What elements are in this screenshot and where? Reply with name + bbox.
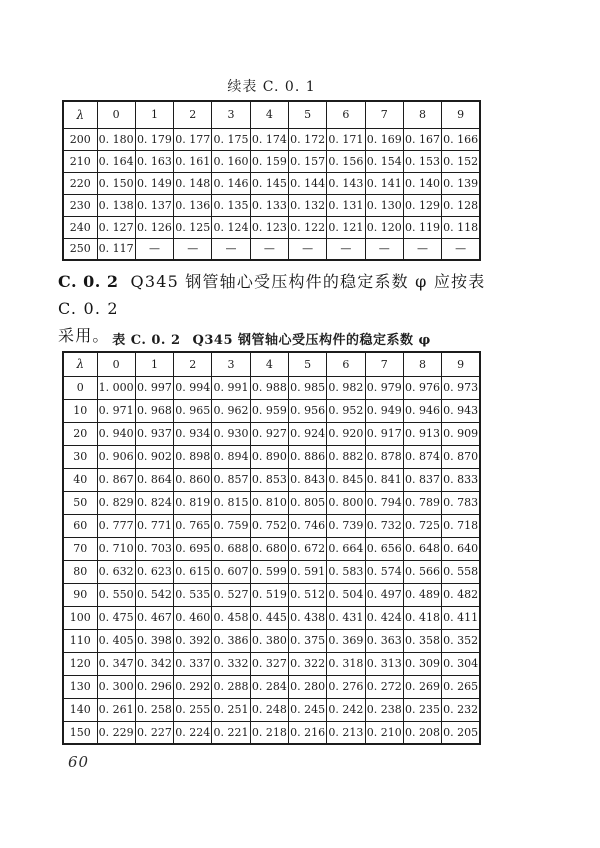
phi-value-cell: 0. 156: [327, 150, 365, 172]
phi-value-cell: 0. 133: [250, 194, 288, 216]
digit-column-header: 5: [288, 352, 326, 376]
phi-value-cell: 0. 284: [250, 675, 288, 698]
lambda-column-header: λ: [63, 101, 97, 128]
phi-value-cell: 0. 906: [97, 445, 135, 468]
phi-value-cell: 0. 574: [365, 560, 403, 583]
digit-column-header: 4: [250, 352, 288, 376]
phi-value-cell: 0. 913: [403, 422, 441, 445]
phi-value-cell: 0. 208: [403, 721, 441, 744]
phi-value-cell: 0. 805: [288, 491, 326, 514]
phi-value-cell: 0. 965: [174, 399, 212, 422]
phi-value-cell: 0. 265: [442, 675, 480, 698]
phi-value-cell: 0. 296: [135, 675, 173, 698]
digit-column-header: 3: [212, 101, 250, 128]
phi-value-cell: 0. 841: [365, 468, 403, 491]
phi-value-cell: 0. 163: [135, 150, 173, 172]
phi-value-cell: 0. 139: [442, 172, 480, 194]
phi-value-cell: 0. 857: [212, 468, 250, 491]
phi-value-cell: 0. 994: [174, 376, 212, 399]
phi-value-cell: 0. 991: [212, 376, 250, 399]
phi-value-cell: 0. 962: [212, 399, 250, 422]
phi-value-cell: 0. 458: [212, 606, 250, 629]
phi-value-cell: 0. 739: [327, 514, 365, 537]
phi-value-cell: 0. 973: [442, 376, 480, 399]
phi-value-cell: 0. 352: [442, 629, 480, 652]
table-c02-title: [62, 329, 481, 348]
phi-value-cell: 0. 497: [365, 583, 403, 606]
clause-number: C. 0. 2: [58, 272, 119, 291]
phi-value-cell: 0. 138: [97, 194, 135, 216]
phi-value-cell: 0. 137: [135, 194, 173, 216]
phi-value-cell: 0. 216: [288, 721, 326, 744]
phi-value-cell: 0. 159: [250, 150, 288, 172]
phi-value-cell: 0. 272: [365, 675, 403, 698]
phi-value-cell: 0. 322: [288, 652, 326, 675]
phi-value-cell: 0. 777: [97, 514, 135, 537]
phi-value-cell: 0. 175: [212, 128, 250, 150]
phi-value-cell: 0. 177: [174, 128, 212, 150]
phi-value-cell: 0. 280: [288, 675, 326, 698]
lambda-row-label: 0: [63, 376, 97, 399]
phi-value-cell: 0. 292: [174, 675, 212, 698]
phi-value-cell: 0. 703: [135, 537, 173, 560]
page-number: 60: [68, 753, 90, 771]
phi-value-cell: 0. 623: [135, 560, 173, 583]
phi-value-cell: 0. 160: [212, 150, 250, 172]
phi-value-cell: 0. 258: [135, 698, 173, 721]
table-row: [63, 216, 480, 238]
phi-value-cell: 0. 867: [97, 468, 135, 491]
lambda-row-label: 200: [63, 128, 97, 150]
phi-value-cell: 0. 380: [250, 629, 288, 652]
table-header-row: [63, 352, 480, 376]
phi-value-cell: 0. 418: [403, 606, 441, 629]
lambda-row-label: 80: [63, 560, 97, 583]
phi-value-cell: 0. 664: [327, 537, 365, 560]
table-c02-title-text: Q345 钢管轴心受压构件的稳定系数 φ: [192, 333, 431, 348]
phi-value-cell: 0. 599: [250, 560, 288, 583]
digit-column-header: 6: [327, 352, 365, 376]
phi-value-cell: 0. 583: [327, 560, 365, 583]
table-c01-continued: [62, 100, 481, 261]
phi-value-cell: 0. 122: [288, 216, 326, 238]
phi-value-cell: —: [288, 238, 326, 260]
phi-value-cell: 0. 783: [442, 491, 480, 514]
clause-text-line2: 采用。: [58, 326, 110, 345]
phi-value-cell: 0. 235: [403, 698, 441, 721]
phi-value-cell: 0. 860: [174, 468, 212, 491]
digit-column-header: 8: [403, 352, 441, 376]
table-row: [63, 652, 480, 675]
phi-value-cell: 0. 475: [97, 606, 135, 629]
phi-value-cell: 0. 956: [288, 399, 326, 422]
phi-value-cell: 0. 870: [442, 445, 480, 468]
phi-value-cell: 0. 172: [288, 128, 326, 150]
lambda-row-label: 50: [63, 491, 97, 514]
lambda-row-label: 210: [63, 150, 97, 172]
phi-value-cell: 0. 145: [250, 172, 288, 194]
clause-text-line1: Q345 钢管轴心受压构件的稳定系数 φ 应按表 C. 0. 2: [58, 272, 486, 318]
phi-value-cell: 0. 920: [327, 422, 365, 445]
phi-value-cell: 0. 392: [174, 629, 212, 652]
phi-value-cell: 0. 424: [365, 606, 403, 629]
phi-value-cell: 0. 180: [97, 128, 135, 150]
phi-value-cell: 0. 930: [212, 422, 250, 445]
digit-column-header: 0: [97, 352, 135, 376]
phi-value-cell: 0. 979: [365, 376, 403, 399]
phi-value-cell: 0. 313: [365, 652, 403, 675]
phi-value-cell: 0. 251: [212, 698, 250, 721]
lambda-row-label: 60: [63, 514, 97, 537]
phi-value-cell: 0. 171: [327, 128, 365, 150]
phi-value-cell: 0. 615: [174, 560, 212, 583]
phi-value-cell: 0. 902: [135, 445, 173, 468]
phi-value-cell: 0. 695: [174, 537, 212, 560]
table-row: [63, 468, 480, 491]
phi-value-cell: 0. 946: [403, 399, 441, 422]
lambda-row-label: 140: [63, 698, 97, 721]
phi-value-cell: 0. 269: [403, 675, 441, 698]
phi-value-cell: 0. 759: [212, 514, 250, 537]
phi-value-cell: 0. 153: [403, 150, 441, 172]
phi-value-cell: 0. 874: [403, 445, 441, 468]
phi-value-cell: 0. 232: [442, 698, 480, 721]
lambda-row-label: 120: [63, 652, 97, 675]
phi-value-cell: 0. 146: [212, 172, 250, 194]
lambda-row-label: 220: [63, 172, 97, 194]
lambda-row-label: 90: [63, 583, 97, 606]
phi-value-cell: 0. 149: [135, 172, 173, 194]
phi-value-cell: 0. 550: [97, 583, 135, 606]
phi-value-cell: 0. 227: [135, 721, 173, 744]
digit-column-header: 2: [174, 101, 212, 128]
phi-value-cell: 0. 130: [365, 194, 403, 216]
phi-value-cell: 0. 519: [250, 583, 288, 606]
phi-value-cell: 0. 837: [403, 468, 441, 491]
phi-value-cell: 0. 489: [403, 583, 441, 606]
lambda-column-header: λ: [63, 352, 97, 376]
table-row: [63, 445, 480, 468]
phi-value-cell: 0. 632: [97, 560, 135, 583]
phi-value-cell: 0. 968: [135, 399, 173, 422]
phi-value-cell: 0. 971: [97, 399, 135, 422]
phi-value-cell: 0. 927: [250, 422, 288, 445]
phi-value-cell: 0. 150: [97, 172, 135, 194]
phi-value-cell: 0. 248: [250, 698, 288, 721]
digit-column-header: 0: [97, 101, 135, 128]
table-row: [63, 376, 480, 399]
phi-value-cell: 0. 411: [442, 606, 480, 629]
phi-value-cell: 0. 164: [97, 150, 135, 172]
phi-value-cell: 0. 504: [327, 583, 365, 606]
phi-value-cell: 0. 129: [403, 194, 441, 216]
phi-value-cell: 0. 398: [135, 629, 173, 652]
phi-value-cell: —: [174, 238, 212, 260]
phi-value-cell: 0. 829: [97, 491, 135, 514]
phi-value-cell: 0. 261: [97, 698, 135, 721]
lambda-row-label: 230: [63, 194, 97, 216]
phi-value-cell: 0. 358: [403, 629, 441, 652]
phi-value-cell: 0. 118: [442, 216, 480, 238]
phi-value-cell: —: [365, 238, 403, 260]
phi-value-cell: 0. 765: [174, 514, 212, 537]
lambda-row-label: 250: [63, 238, 97, 260]
phi-value-cell: 0. 819: [174, 491, 212, 514]
lambda-row-label: 20: [63, 422, 97, 445]
phi-value-cell: —: [403, 238, 441, 260]
phi-value-cell: 0. 136: [174, 194, 212, 216]
digit-column-header: 6: [327, 101, 365, 128]
table-row: [63, 606, 480, 629]
lambda-row-label: 40: [63, 468, 97, 491]
phi-value-cell: 1. 000: [97, 376, 135, 399]
phi-value-cell: 0. 124: [212, 216, 250, 238]
phi-value-cell: 0. 144: [288, 172, 326, 194]
lambda-row-label: 70: [63, 537, 97, 560]
phi-value-cell: 0. 205: [442, 721, 480, 744]
phi-value-cell: 0. 853: [250, 468, 288, 491]
phi-value-cell: 0. 752: [250, 514, 288, 537]
table-row: [63, 238, 480, 260]
table-row: [63, 721, 480, 744]
phi-value-cell: 0. 937: [135, 422, 173, 445]
table-c02-title-prefix: 表 C. 0. 2: [112, 333, 181, 348]
phi-value-cell: 0. 342: [135, 652, 173, 675]
phi-value-cell: 0. 746: [288, 514, 326, 537]
lambda-row-label: 30: [63, 445, 97, 468]
table-row: [63, 698, 480, 721]
phi-value-cell: 0. 688: [212, 537, 250, 560]
table-row: [63, 629, 480, 652]
phi-value-cell: 0. 238: [365, 698, 403, 721]
phi-value-cell: 0. 242: [327, 698, 365, 721]
phi-value-cell: 0. 542: [135, 583, 173, 606]
phi-value-cell: 0. 304: [442, 652, 480, 675]
table-row: [63, 560, 480, 583]
phi-value-cell: 0. 725: [403, 514, 441, 537]
phi-value-cell: 0. 375: [288, 629, 326, 652]
phi-value-cell: 0. 558: [442, 560, 480, 583]
phi-value-cell: 0. 943: [442, 399, 480, 422]
table-c02: [62, 351, 481, 745]
phi-value-cell: 0. 229: [97, 721, 135, 744]
phi-value-cell: —: [135, 238, 173, 260]
phi-value-cell: 0. 245: [288, 698, 326, 721]
phi-value-cell: 0. 438: [288, 606, 326, 629]
digit-column-header: 2: [174, 352, 212, 376]
phi-value-cell: 0. 143: [327, 172, 365, 194]
phi-value-cell: 0. 121: [327, 216, 365, 238]
phi-value-cell: 0. 952: [327, 399, 365, 422]
phi-value-cell: —: [212, 238, 250, 260]
digit-column-header: 9: [442, 101, 480, 128]
phi-value-cell: 0. 431: [327, 606, 365, 629]
phi-value-cell: 0. 843: [288, 468, 326, 491]
phi-value-cell: 0. 794: [365, 491, 403, 514]
phi-value-cell: 0. 940: [97, 422, 135, 445]
table-header-row: [63, 101, 480, 128]
phi-value-cell: 0. 167: [403, 128, 441, 150]
table-row: [63, 399, 480, 422]
phi-value-cell: 0. 125: [174, 216, 212, 238]
phi-value-cell: 0. 845: [327, 468, 365, 491]
phi-value-cell: 0. 405: [97, 629, 135, 652]
lambda-row-label: 110: [63, 629, 97, 652]
phi-value-cell: 0. 135: [212, 194, 250, 216]
phi-value-cell: —: [250, 238, 288, 260]
phi-value-cell: 0. 718: [442, 514, 480, 537]
phi-value-cell: 0. 126: [135, 216, 173, 238]
digit-column-header: 8: [403, 101, 441, 128]
phi-value-cell: 0. 161: [174, 150, 212, 172]
phi-value-cell: 0. 985: [288, 376, 326, 399]
table-row: [63, 172, 480, 194]
phi-value-cell: 0. 117: [97, 238, 135, 260]
phi-value-cell: 0. 123: [250, 216, 288, 238]
lambda-row-label: 240: [63, 216, 97, 238]
phi-value-cell: 0. 174: [250, 128, 288, 150]
phi-value-cell: 0. 535: [174, 583, 212, 606]
table-row: [63, 537, 480, 560]
phi-value-cell: 0. 276: [327, 675, 365, 698]
phi-value-cell: 0. 337: [174, 652, 212, 675]
phi-value-cell: 0. 120: [365, 216, 403, 238]
table-row: [63, 194, 480, 216]
lambda-row-label: 10: [63, 399, 97, 422]
digit-column-header: 9: [442, 352, 480, 376]
phi-value-cell: 0. 882: [327, 445, 365, 468]
phi-value-cell: —: [442, 238, 480, 260]
phi-value-cell: 0. 527: [212, 583, 250, 606]
phi-value-cell: 0. 141: [365, 172, 403, 194]
phi-value-cell: 0. 166: [442, 128, 480, 150]
digit-column-header: 1: [135, 101, 173, 128]
phi-value-cell: 0. 512: [288, 583, 326, 606]
phi-value-cell: 0. 890: [250, 445, 288, 468]
phi-value-cell: 0. 732: [365, 514, 403, 537]
phi-value-cell: 0. 607: [212, 560, 250, 583]
phi-value-cell: —: [327, 238, 365, 260]
phi-value-cell: 0. 157: [288, 150, 326, 172]
phi-value-cell: 0. 255: [174, 698, 212, 721]
phi-value-cell: 0. 132: [288, 194, 326, 216]
phi-value-cell: 0. 997: [135, 376, 173, 399]
digit-column-header: 7: [365, 101, 403, 128]
phi-value-cell: 0. 148: [174, 172, 212, 194]
phi-value-cell: 0. 460: [174, 606, 212, 629]
table-row: [63, 422, 480, 445]
phi-value-cell: 0. 169: [365, 128, 403, 150]
phi-value-cell: 0. 179: [135, 128, 173, 150]
digit-column-header: 3: [212, 352, 250, 376]
digit-column-header: 4: [250, 101, 288, 128]
phi-value-cell: 0. 482: [442, 583, 480, 606]
phi-value-cell: 0. 221: [212, 721, 250, 744]
lambda-row-label: 150: [63, 721, 97, 744]
phi-value-cell: 0. 154: [365, 150, 403, 172]
phi-value-cell: 0. 959: [250, 399, 288, 422]
phi-value-cell: 0. 288: [212, 675, 250, 698]
phi-value-cell: 0. 640: [442, 537, 480, 560]
phi-value-cell: 0. 771: [135, 514, 173, 537]
phi-value-cell: 0. 213: [327, 721, 365, 744]
phi-value-cell: 0. 128: [442, 194, 480, 216]
phi-value-cell: 0. 898: [174, 445, 212, 468]
phi-value-cell: 0. 924: [288, 422, 326, 445]
phi-value-cell: 0. 982: [327, 376, 365, 399]
phi-value-cell: 0. 566: [403, 560, 441, 583]
phi-value-cell: 0. 445: [250, 606, 288, 629]
phi-value-cell: 0. 800: [327, 491, 365, 514]
phi-value-cell: 0. 210: [365, 721, 403, 744]
phi-value-cell: 0. 934: [174, 422, 212, 445]
phi-value-cell: 0. 815: [212, 491, 250, 514]
table-row: [63, 491, 480, 514]
table-row: [63, 583, 480, 606]
digit-column-header: 7: [365, 352, 403, 376]
phi-value-cell: 0. 386: [212, 629, 250, 652]
phi-value-cell: 0. 886: [288, 445, 326, 468]
phi-value-cell: 0. 224: [174, 721, 212, 744]
phi-value-cell: 0. 218: [250, 721, 288, 744]
phi-value-cell: 0. 810: [250, 491, 288, 514]
table-row: [63, 128, 480, 150]
phi-value-cell: 0. 127: [97, 216, 135, 238]
table-row: [63, 514, 480, 537]
phi-value-cell: 0. 710: [97, 537, 135, 560]
table-c01-continued-title: 续表 C. 0. 1: [227, 79, 316, 95]
phi-value-cell: 0. 140: [403, 172, 441, 194]
lambda-row-label: 100: [63, 606, 97, 629]
phi-value-cell: 0. 833: [442, 468, 480, 491]
digit-column-header: 5: [288, 101, 326, 128]
phi-value-cell: 0. 824: [135, 491, 173, 514]
phi-value-cell: 0. 949: [365, 399, 403, 422]
phi-value-cell: 0. 131: [327, 194, 365, 216]
phi-value-cell: 0. 332: [212, 652, 250, 675]
phi-value-cell: 0. 864: [135, 468, 173, 491]
phi-value-cell: 0. 909: [442, 422, 480, 445]
table-row: [63, 150, 480, 172]
phi-value-cell: 0. 347: [97, 652, 135, 675]
phi-value-cell: 0. 327: [250, 652, 288, 675]
digit-column-header: 1: [135, 352, 173, 376]
phi-value-cell: 0. 369: [327, 629, 365, 652]
phi-value-cell: 0. 976: [403, 376, 441, 399]
phi-value-cell: 0. 309: [403, 652, 441, 675]
phi-value-cell: 0. 894: [212, 445, 250, 468]
phi-value-cell: 0. 988: [250, 376, 288, 399]
phi-value-cell: 0. 789: [403, 491, 441, 514]
phi-value-cell: 0. 152: [442, 150, 480, 172]
phi-value-cell: 0. 672: [288, 537, 326, 560]
phi-value-cell: 0. 467: [135, 606, 173, 629]
phi-value-cell: 0. 119: [403, 216, 441, 238]
table-row: [63, 675, 480, 698]
phi-value-cell: 0. 878: [365, 445, 403, 468]
phi-value-cell: 0. 300: [97, 675, 135, 698]
phi-value-cell: 0. 648: [403, 537, 441, 560]
phi-value-cell: 0. 680: [250, 537, 288, 560]
phi-value-cell: 0. 591: [288, 560, 326, 583]
phi-value-cell: 0. 656: [365, 537, 403, 560]
phi-value-cell: 0. 318: [327, 652, 365, 675]
phi-value-cell: 0. 363: [365, 629, 403, 652]
phi-value-cell: 0. 917: [365, 422, 403, 445]
lambda-row-label: 130: [63, 675, 97, 698]
